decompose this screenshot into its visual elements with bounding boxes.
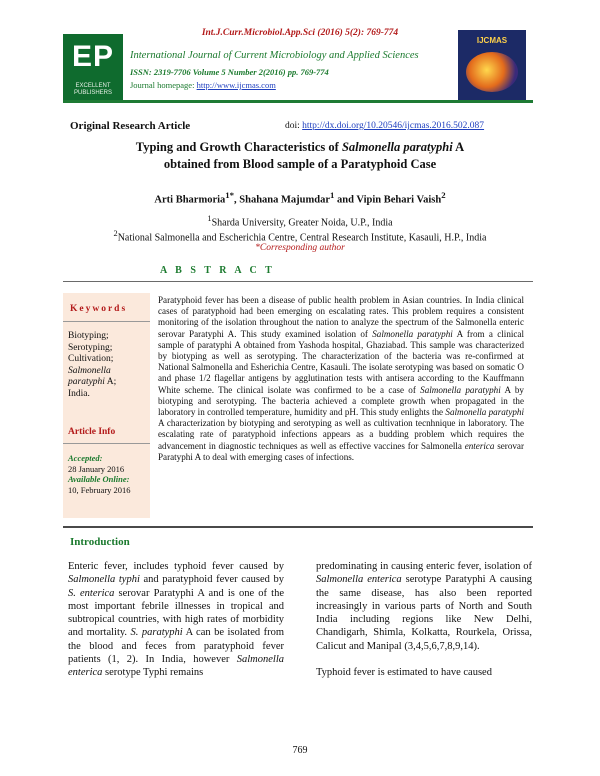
journal-homepage xyxy=(130,80,276,90)
keywords-heading: Keywords xyxy=(70,304,128,314)
abstract-text: Paratyphoid fever has been a disease of public health problem in Asian countries. In India clinical cases of paratyphoid had been emerging on escalating rates. This problem requires a consistent monitoring of the isolation throughout the nation to analyze the spectrum of the Salmonella enteric serovar Paratyphi A. This study examined isolation of xyxy=(158,295,524,339)
abstract-body xyxy=(158,295,524,463)
author-sup: 1 xyxy=(330,190,335,200)
body-text: Typhoid fever is estimated to have caused xyxy=(316,667,492,679)
abstract-top-rule xyxy=(63,281,533,282)
accepted-date: 28 January 2016 xyxy=(68,463,125,474)
body-italic: Salmonella enterica xyxy=(68,654,284,679)
keyword: Serotyping; xyxy=(68,342,113,353)
affiliation-1 xyxy=(0,214,600,228)
article-title xyxy=(0,139,600,173)
homepage-label: Journal homepage: xyxy=(130,80,197,90)
keyword: Biotyping; xyxy=(68,331,109,341)
author-list xyxy=(0,190,600,206)
author-name: and Vipin Behari Vaish xyxy=(334,194,442,206)
body-text: and paratyphoid fever caused by xyxy=(139,574,284,586)
article-info-heading: Article Info xyxy=(68,427,116,437)
body-text: A can be isolated from the blood and feces from paratyphoid fever patients (1, 2). In India, however xyxy=(68,627,284,666)
keyword xyxy=(68,366,116,378)
article-type: Original Research Article xyxy=(70,120,191,132)
abstract-text: A from a clinical sample of paratyphi A obtained from Yashoda hospital, Ghaziabad. This sample was characterized by biotyping as well as serotyping. The characterization of the bacteria was re-confirmed at National Salmonella and Esherichia Centre, Kasauli. The isolate serotyping was based on somatic O and phase 1/2 flagellar antigens by agglutination tests with antisera according to the Kauffmann White scheme. The clinical isolate was confirmed to be a case of xyxy=(158,328,524,395)
corresponding-author: *Corresponding author xyxy=(255,243,345,253)
cover-title: IJCMAS xyxy=(476,36,508,45)
keyword xyxy=(68,377,116,389)
publisher-logo xyxy=(63,34,123,100)
body-text: serotype Paratyphi A causing the same disease, has also been reported increasingly in various parts of North and South India including regions like New Delhi, Chandigarh, Shimla, Kolkatta, Rourkela, Orissa, Calicut and Manipal (3,4,5,6,7,8,9,14). xyxy=(316,574,532,652)
header-divider xyxy=(63,100,533,103)
title-italic: Salmonella paratyphi xyxy=(341,140,453,154)
keyword-italic: Salmonella xyxy=(68,365,111,376)
abstract-italic: Salmonella paratyphi xyxy=(372,328,453,339)
doi-label: doi: xyxy=(285,121,303,131)
abstract-text: A by biotyping and serotyping. The bacteria achieved a complete growth when propagated in the laboratory in controlled temperature, humidity and pH. This study enlights the xyxy=(158,384,524,418)
logo-publisher-text: EXCELLENT PUBLISHERS xyxy=(73,83,112,96)
body-italic: Salmonella typhi xyxy=(68,574,140,586)
issn-line: ISSN: 2319-7706 Volume 5 Number 2(2016) pp. 769-774 xyxy=(130,67,329,77)
intro-column-right xyxy=(316,560,532,679)
body-italic: S. enterica xyxy=(68,587,115,599)
body-italic: S. paratyphi xyxy=(130,627,183,639)
author-name: , Shahana Majumdar xyxy=(234,194,331,206)
keyword-italic: paratyphi xyxy=(68,377,105,388)
author-sup: 2 xyxy=(441,190,446,200)
introduction-heading: Introduction xyxy=(70,536,130,548)
body-text: Enteric fever, includes typhoid fever caused by xyxy=(68,561,284,572)
affiliation-2 xyxy=(0,229,600,243)
logo-letters: EP xyxy=(71,40,115,73)
article-info-rule xyxy=(63,443,150,444)
abstract-heading: A B S T R A C T xyxy=(160,265,275,276)
intro-column-left xyxy=(68,560,284,680)
aff-sup: 1 xyxy=(207,214,212,223)
abstract-bottom-rule xyxy=(63,526,533,528)
author-name: Arti Bharmoria xyxy=(154,194,226,206)
keywords-rule xyxy=(63,321,150,322)
keywords-list xyxy=(68,331,116,401)
homepage-link[interactable]: http://www.ijcmas.com xyxy=(196,80,276,90)
title-text: Typing and Growth Characteristics of xyxy=(135,140,342,154)
journal-title: International Journal of Current Microbiology and Applied Sciences xyxy=(130,50,419,61)
keyword: India. xyxy=(68,388,90,399)
keyword-tail: A; xyxy=(104,377,117,388)
abstract-italic: Salmonella paratyphi xyxy=(420,384,501,395)
abstract-text: serovar Paratyphi A to deal with emerging cases of infections. xyxy=(158,440,524,462)
abstract-italic: enterica xyxy=(464,440,495,451)
page-number: 769 xyxy=(292,745,308,756)
aff-text: Sharda University, Greater Noida, U.P., India xyxy=(211,217,393,229)
journal-citation: Int.J.Curr.Microbiol.App.Sci (2016) 5(2): 769-774 xyxy=(201,28,399,38)
title-line2: obtained from Blood sample of a Paratyphoid Case xyxy=(163,157,437,171)
cover-artwork xyxy=(466,52,518,92)
keyword: Cultivation; xyxy=(68,354,114,365)
abstract-text: A characterization by biotyping and serotyping as well as cultivation tecnhnique in laboratory. The escalating rate of paratyphoid infections appears as a budding problem which requires the advancement in diagnostic techniques as well as effective vaccines for Salmonella xyxy=(158,418,524,451)
aff-sup: 2 xyxy=(113,229,118,238)
title-text-end: A xyxy=(452,140,465,154)
doi-link[interactable]: http://dx.doi.org/10.20546/ijcmas.2016.502.087 xyxy=(302,121,485,131)
body-text: serotype Typhi remains xyxy=(102,667,204,679)
body-text: predominating in causing enteric fever, isolation of xyxy=(316,561,532,572)
paragraph-gap xyxy=(316,653,532,666)
accepted-label: Accepted: xyxy=(68,453,103,463)
abstract-italic: Salmonella paratyphi xyxy=(445,407,524,418)
body-italic: Salmonella enterica xyxy=(316,574,402,586)
online-label: Available Online: xyxy=(68,474,130,484)
doi xyxy=(285,121,484,131)
author-sup: 1* xyxy=(225,190,235,200)
aff-text: National Salmonella and Escherichia Centre, Central Research Institute, Kasauli, H.P., India xyxy=(117,232,487,244)
journal-cover-image xyxy=(458,30,526,102)
article-info-dates xyxy=(68,453,131,495)
body-text: serovar Paratyphi A and is one of the most important febrile illnesses in tropical and subtropical countries, with high rates of morbidity and mortality. xyxy=(68,587,284,639)
online-date: 10, February 2016 xyxy=(68,484,131,495)
